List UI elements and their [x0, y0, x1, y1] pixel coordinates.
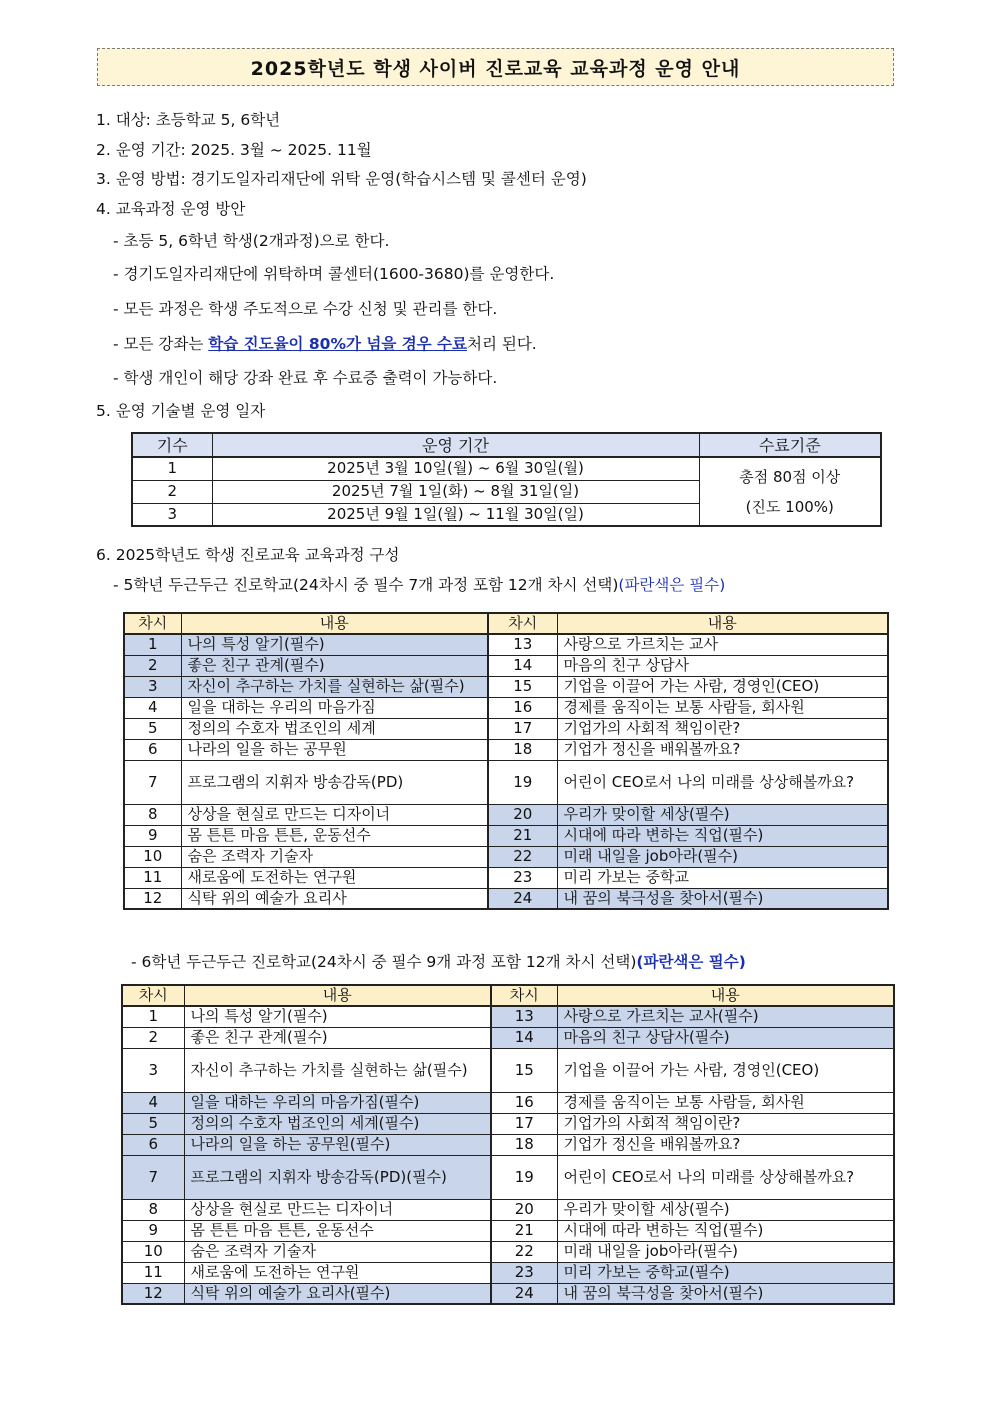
session-number: 1: [124, 634, 181, 655]
session-content: 미리 가보는 중학교: [557, 867, 888, 888]
session-number: 13: [491, 1006, 557, 1027]
completion-prefix: - 모든 강좌는: [113, 335, 209, 353]
session-number: 2: [122, 1027, 184, 1048]
session-number: 21: [488, 825, 557, 846]
session-content: 나의 특성 알기(필수): [184, 1006, 491, 1027]
session-content: 미래 내일을 job아라(필수): [557, 1241, 894, 1262]
session-number: 15: [488, 676, 557, 697]
session-content: 일을 대하는 우리의 마음가짐(필수): [184, 1092, 491, 1113]
criteria-progress: (진도 100%): [745, 497, 834, 516]
session-content: 자신이 추구하는 가치를 실현하는 삶(필수): [181, 676, 488, 697]
session-content: 몸 튼튼 마음 튼튼, 운동선수: [184, 1220, 491, 1241]
session-content: 프로그램의 지휘자 방송감독(PD): [181, 760, 488, 804]
cohort-period: 2025년 3월 10일(월) ~ 6월 30일(월): [212, 457, 699, 480]
header-content: 내용: [557, 985, 894, 1006]
grade5-description: [113, 573, 725, 595]
session-number: 3: [122, 1048, 184, 1092]
table-row: [124, 676, 888, 697]
plan-item-2: - 경기도일자리재단에 위탁하며 콜센터(1600-3680)를 운영한다.: [113, 265, 555, 283]
header-period: 운영 기간: [212, 433, 699, 457]
session-content: 우리가 맞이할 세상(필수): [557, 804, 888, 825]
session-number: 5: [122, 1113, 184, 1134]
item-target: 1. 대상: 초등학교 5, 6학년: [96, 111, 281, 129]
table-row: [124, 634, 888, 655]
session-number: 20: [491, 1199, 557, 1220]
session-number: 18: [491, 1134, 557, 1155]
session-content: 마음의 친구 상담사: [557, 655, 888, 676]
grade5-desc-text: - 5학년 두근두근 진로학교(24차시 중 필수 7개 과정 포함 12개 차시 선택): [113, 576, 619, 594]
session-content: 경제를 움직이는 보통 사람들, 회사원: [557, 1092, 894, 1113]
session-content: 정의의 수호자 법조인의 세계: [181, 718, 488, 739]
session-content: 기업가 정신을 배워볼까요?: [557, 1134, 894, 1155]
session-content: 우리가 맞이할 세상(필수): [557, 1199, 894, 1220]
grade6-header-row: [122, 985, 894, 1006]
session-content: 기업가의 사회적 책임이란?: [557, 718, 888, 739]
item-method: 3. 운영 방법: 경기도일자리재단에 위탁 운영(학습시스템 및 콜센터 운영): [96, 170, 587, 188]
completion-highlight: 학습 진도율이 80%가 넘을 경우 수료: [208, 335, 467, 353]
table-row: [122, 1134, 894, 1155]
session-content: 내 꿈의 북극성을 찾아서(필수): [557, 888, 888, 909]
schedule-table: [131, 432, 882, 527]
header-content: 내용: [184, 985, 491, 1006]
grade5-table: [123, 612, 889, 910]
session-content: 상상을 현실로 만드는 디자이너: [184, 1199, 491, 1220]
grade6-desc-text: - 6학년 두근두근 진로학교(24차시 중 필수 9개 과정 포함 12개 차시 선택): [131, 953, 637, 971]
grade6-table: [121, 984, 895, 1305]
table-row: [122, 1048, 894, 1092]
table-row: [124, 867, 888, 888]
session-content: 시대에 따라 변하는 직업(필수): [557, 1220, 894, 1241]
session-number: 13: [488, 634, 557, 655]
header-session: 차시: [124, 613, 181, 634]
session-content: 숨은 조력자 기술자: [181, 846, 488, 867]
session-number: 4: [122, 1092, 184, 1113]
session-number: 1: [122, 1006, 184, 1027]
session-number: 22: [488, 846, 557, 867]
session-content: 미리 가보는 중학교(필수): [557, 1262, 894, 1283]
session-number: 11: [124, 867, 181, 888]
table-row: [122, 1092, 894, 1113]
header-cohort: 기수: [132, 433, 212, 457]
session-content: 시대에 따라 변하는 직업(필수): [557, 825, 888, 846]
session-number: 14: [491, 1027, 557, 1048]
grade5-body: [124, 634, 888, 909]
session-content: 나의 특성 알기(필수): [181, 634, 488, 655]
session-content: 기업가의 사회적 책임이란?: [557, 1113, 894, 1134]
session-content: 좋은 친구 관계(필수): [181, 655, 488, 676]
table-row: [124, 739, 888, 760]
criteria-cell: [699, 457, 881, 526]
session-number: 12: [124, 888, 181, 909]
table-row: [122, 1262, 894, 1283]
table-row: [124, 804, 888, 825]
session-number: 17: [491, 1113, 557, 1134]
session-number: 19: [491, 1155, 557, 1199]
session-content: 미래 내일을 job아라(필수): [557, 846, 888, 867]
session-number: 12: [122, 1283, 184, 1304]
session-number: 6: [124, 739, 181, 760]
session-number: 9: [122, 1220, 184, 1241]
session-number: 11: [122, 1262, 184, 1283]
session-content: 나라의 일을 하는 공무원: [181, 739, 488, 760]
session-number: 8: [122, 1199, 184, 1220]
table-row: [122, 1113, 894, 1134]
session-content: 사랑으로 가르치는 교사: [557, 634, 888, 655]
schedule-row: [132, 457, 881, 480]
session-number: 9: [124, 825, 181, 846]
session-number: 6: [122, 1134, 184, 1155]
schedule-header-row: [132, 433, 881, 457]
session-content: 경제를 움직이는 보통 사람들, 회사원: [557, 697, 888, 718]
session-number: 22: [491, 1241, 557, 1262]
table-row: [124, 718, 888, 739]
section-5-title: 5. 운영 기술별 운영 일자: [96, 402, 266, 420]
grade5-note: (파란색은 필수): [618, 576, 726, 594]
header-content: 내용: [557, 613, 888, 634]
session-number: 8: [124, 804, 181, 825]
cohort-period: 2025년 9월 1일(월) ~ 11월 30일(일): [212, 503, 699, 526]
cohort-period: 2025년 7월 1일(화) ~ 8월 31일(일): [212, 480, 699, 503]
session-number: 15: [491, 1048, 557, 1092]
session-number: 2: [124, 655, 181, 676]
section-6-title: 6. 2025학년도 학생 진로교육 교육과정 구성: [96, 546, 400, 564]
item-plan-heading: 4. 교육과정 운영 방안: [96, 200, 246, 218]
session-content: 식탁 위의 예술가 요리사(필수): [184, 1283, 491, 1304]
session-number: 21: [491, 1220, 557, 1241]
table-row: [122, 1283, 894, 1304]
header-session: 차시: [491, 985, 557, 1006]
session-number: 14: [488, 655, 557, 676]
grade6-description: [131, 950, 746, 972]
session-content: 새로움에 도전하는 연구원: [181, 867, 488, 888]
session-number: 7: [122, 1155, 184, 1199]
completion-suffix: 처리 된다.: [466, 335, 537, 353]
table-row: [122, 1220, 894, 1241]
session-content: 기업가 정신을 배워볼까요?: [557, 739, 888, 760]
plan-item-1: - 초등 5, 6학년 학생(2개과정)으로 한다.: [113, 232, 390, 250]
item-period: 2. 운영 기간: 2025. 3월 ~ 2025. 11월: [96, 141, 372, 159]
session-content: 기업을 이끌어 가는 사람, 경영인(CEO): [557, 1048, 894, 1092]
session-content: 일을 대하는 우리의 마음가짐: [181, 697, 488, 718]
cohort-number: 1: [132, 457, 212, 480]
session-content: 프로그램의 지휘자 방송감독(PD)(필수): [184, 1155, 491, 1199]
grade5-header-row: [124, 613, 888, 634]
header-session: 차시: [488, 613, 557, 634]
header-content: 내용: [181, 613, 488, 634]
plan-item-4: [113, 332, 537, 354]
session-content: 상상을 현실로 만드는 디자이너: [181, 804, 488, 825]
session-number: 10: [122, 1241, 184, 1262]
session-content: 어린이 CEO로서 나의 미래를 상상해볼까요?: [557, 1155, 894, 1199]
table-row: [124, 825, 888, 846]
page-title: 2025학년도 학생 사이버 진로교육 교육과정 운영 안내: [97, 48, 894, 86]
table-row: [122, 1006, 894, 1027]
table-row: [122, 1155, 894, 1199]
session-number: 20: [488, 804, 557, 825]
table-row: [124, 846, 888, 867]
session-number: 16: [488, 697, 557, 718]
plan-item-5: - 학생 개인이 해당 강좌 완료 후 수료증 출력이 가능하다.: [113, 369, 498, 387]
header-criteria: 수료기준: [699, 433, 881, 457]
cohort-number: 2: [132, 480, 212, 503]
session-content: 자신이 추구하는 가치를 실현하는 삶(필수): [184, 1048, 491, 1092]
session-number: 5: [124, 718, 181, 739]
table-row: [122, 1027, 894, 1048]
table-row: [122, 1241, 894, 1262]
session-content: 내 꿈의 북극성을 찾아서(필수): [557, 1283, 894, 1304]
grade6-note: (파란색은 필수): [636, 953, 746, 971]
session-content: 사랑으로 가르치는 교사(필수): [557, 1006, 894, 1027]
session-number: 7: [124, 760, 181, 804]
session-number: 10: [124, 846, 181, 867]
session-number: 16: [491, 1092, 557, 1113]
table-row: [122, 1199, 894, 1220]
table-row: [124, 697, 888, 718]
plan-item-3: - 모든 과정은 학생 주도적으로 수강 신청 및 관리를 한다.: [113, 300, 498, 318]
session-content: 어린이 CEO로서 나의 미래를 상상해볼까요?: [557, 760, 888, 804]
session-content: 좋은 친구 관계(필수): [184, 1027, 491, 1048]
session-number: 3: [124, 676, 181, 697]
session-content: 정의의 수호자 법조인의 세계(필수): [184, 1113, 491, 1134]
session-number: 17: [488, 718, 557, 739]
session-content: 마음의 친구 상담사(필수): [557, 1027, 894, 1048]
table-row: [124, 655, 888, 676]
cohort-number: 3: [132, 503, 212, 526]
grade6-body: [122, 1006, 894, 1304]
table-row: [124, 888, 888, 909]
session-number: 24: [488, 888, 557, 909]
session-content: 나라의 일을 하는 공무원(필수): [184, 1134, 491, 1155]
session-number: 19: [488, 760, 557, 804]
session-number: 18: [488, 739, 557, 760]
session-number: 4: [124, 697, 181, 718]
session-content: 숨은 조력자 기술자: [184, 1241, 491, 1262]
header-session: 차시: [122, 985, 184, 1006]
criteria-score: 총점 80점 이상: [739, 467, 841, 486]
session-content: 식탁 위의 예술가 요리사: [181, 888, 488, 909]
session-number: 23: [491, 1262, 557, 1283]
session-content: 몸 튼튼 마음 튼튼, 운동선수: [181, 825, 488, 846]
table-row: [124, 760, 888, 804]
session-content: 기업을 이끌어 가는 사람, 경영인(CEO): [557, 676, 888, 697]
session-number: 24: [491, 1283, 557, 1304]
session-number: 23: [488, 867, 557, 888]
session-content: 새로움에 도전하는 연구원: [184, 1262, 491, 1283]
